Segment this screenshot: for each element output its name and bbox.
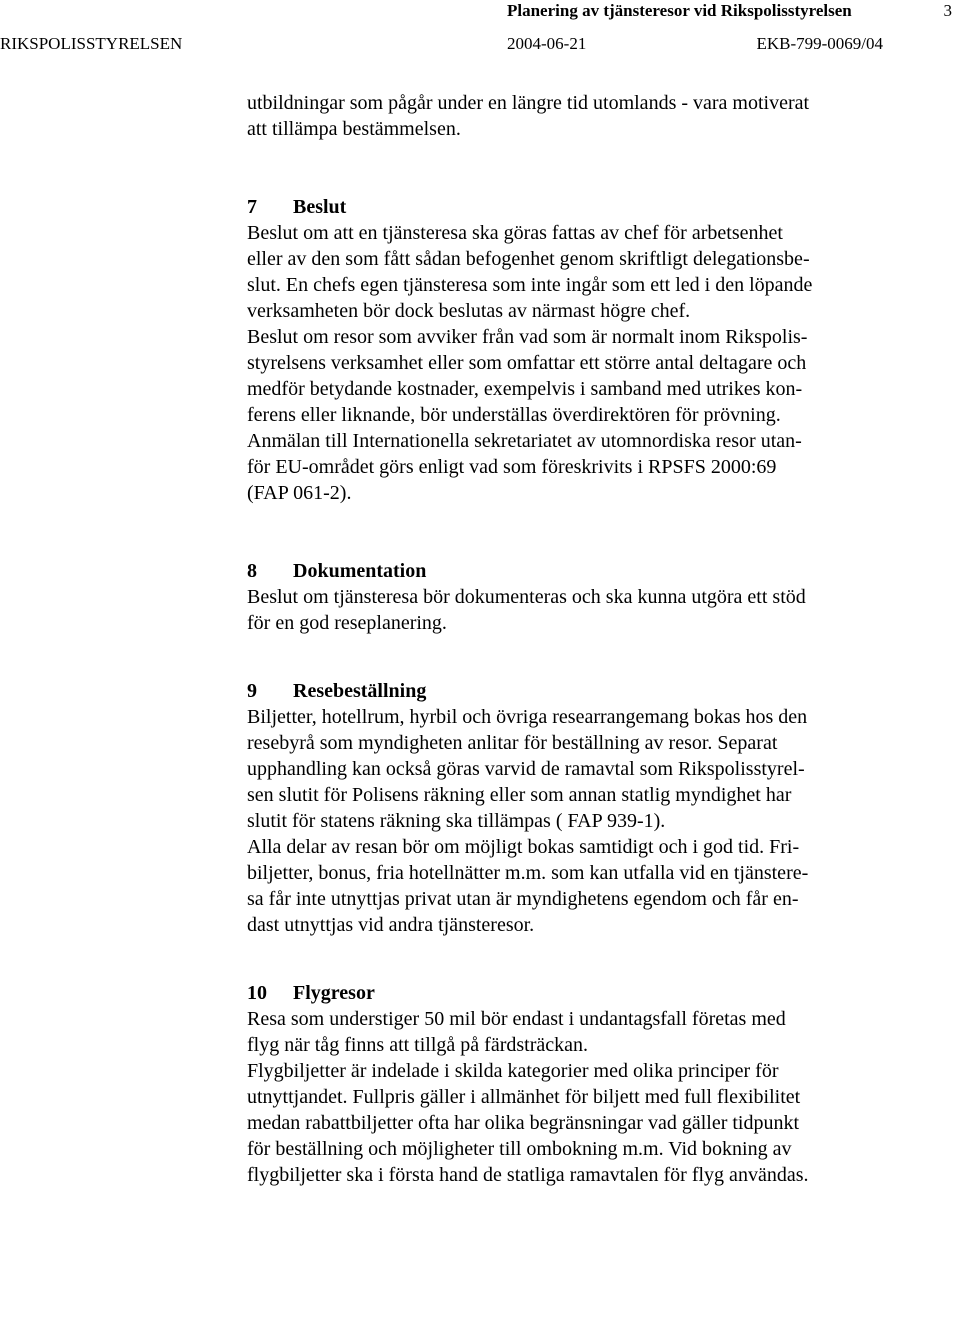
text-line: biljetter, bonus, fria hotellnätter m.m. som kan utfalla vid en tjänstere-: [247, 862, 809, 884]
text-line: Beslut om resor som avviker från vad som är normalt inom Rikspolis-: [247, 326, 808, 348]
text-line: Beslut om tjänsteresa bör dokumenteras och ska kunna utgöra ett stöd: [247, 586, 806, 608]
text-line: dast utnyttjas vid andra tjänsteresor.: [247, 914, 535, 936]
text-line: slutit för statens räkning ska tillämpas ( FAP 939-1).: [247, 810, 666, 832]
text-line: upphandling kan också göras varvid de ramavtal som Rikspolisstyrel-: [247, 758, 805, 780]
text-line: flygbiljetter ska i första hand de statliga ramavtalen för flyg användas.: [247, 1164, 809, 1186]
paragraph: [247, 834, 887, 938]
text-line: (FAP 061-2).: [247, 482, 352, 504]
section-number: 9: [247, 680, 257, 702]
text-line: Resa som understiger 50 mil bör endast i undantagsfall företas med: [247, 1008, 786, 1030]
section-heading: [247, 558, 887, 584]
intro-paragraph: [247, 90, 887, 142]
text-line: utnyttjandet. Fullpris gäller i allmänhet för biljett med full flexibilitet: [247, 1086, 801, 1108]
section-number: 10: [247, 982, 267, 1004]
section-title: Beslut: [293, 196, 347, 218]
text-line: flyg när tåg finns att tillgå på färdsträckan.: [247, 1034, 588, 1056]
document-title: Planering av tjänsteresor vid Rikspolisstyrelsen: [507, 1, 852, 20]
text-line: Biljetter, hotellrum, hyrbil och övriga researrangemang bokas hos den: [247, 706, 808, 728]
section-number: 7: [247, 196, 257, 218]
section-title: Resebeställning: [293, 680, 427, 702]
text-line: Anmälan till Internationella sekretariatet av utomnordiska resor utan-: [247, 430, 802, 452]
text-line: ferens eller liknande, bör underställas överdirektören för prövning.: [247, 404, 781, 426]
paragraph: [247, 220, 887, 324]
text-line: Flygbiljetter är indelade i skilda kategorier med olika principer för: [247, 1060, 779, 1082]
paragraph: [247, 324, 887, 428]
paragraph: [247, 704, 887, 834]
section-title: Flygresor: [293, 982, 375, 1004]
text-line: slut. En chefs egen tjänsteresa som inte ingår som ett led i den löpande: [247, 274, 813, 296]
text-line: för EU-området görs enligt vad som föreskrivits i RPSFS 2000:69: [247, 456, 777, 478]
paragraph: [247, 1058, 887, 1188]
paragraph: [247, 428, 887, 506]
text-line: för en god reseplanering.: [247, 612, 447, 634]
paragraph: [247, 1006, 887, 1058]
section-heading: [247, 194, 887, 220]
text-line: styrelsens verksamhet eller som omfattar ett större antal deltagare och: [247, 352, 807, 374]
paragraph: [247, 584, 887, 636]
document-number: EKB-799-0069/04: [756, 34, 883, 53]
page-number: 3: [943, 1, 952, 20]
text-line: resebyrå som myndigheten anlitar för beställning av resor. Separat: [247, 732, 778, 754]
section-heading: [247, 678, 887, 704]
document-date: 2004-06-21: [507, 34, 587, 53]
organization-name: RIKSPOLISSTYRELSEN: [0, 34, 183, 53]
section-number: 8: [247, 560, 257, 582]
text-line: Alla delar av resan bör om möjligt bokas samtidigt och i god tid. Fri-: [247, 836, 800, 858]
text-line: Beslut om att en tjänsteresa ska göras fattas av chef för arbetsenhet: [247, 222, 783, 244]
section-heading: [247, 980, 887, 1006]
document-body: [247, 90, 887, 1188]
text-line: eller av den som fått sådan befogenhet genom skriftligt delegationsbe-: [247, 248, 810, 270]
text-line: sen slutit för Polisens räkning eller som annan statlig myndighet har: [247, 784, 792, 806]
section-title: Dokumentation: [293, 560, 427, 582]
text-line: sa får inte utnyttjas privat utan är myndighetens egendom och får en-: [247, 888, 799, 910]
text-line: utbildningar som pågår under en längre tid utomlands - vara motiverat: [247, 92, 810, 114]
text-line: att tillämpa bestämmelsen.: [247, 118, 461, 140]
text-line: medan rabattbiljetter ofta har olika begränsningar vad gäller tidpunkt: [247, 1112, 800, 1134]
text-line: medför betydande kostnader, exempelvis i samband med utrikes kon-: [247, 378, 803, 400]
text-line: verksamheten bör dock beslutas av närmast högre chef.: [247, 300, 691, 322]
text-line: för beställning och möjligheter till ombokning m.m. Vid bokning av: [247, 1138, 792, 1160]
